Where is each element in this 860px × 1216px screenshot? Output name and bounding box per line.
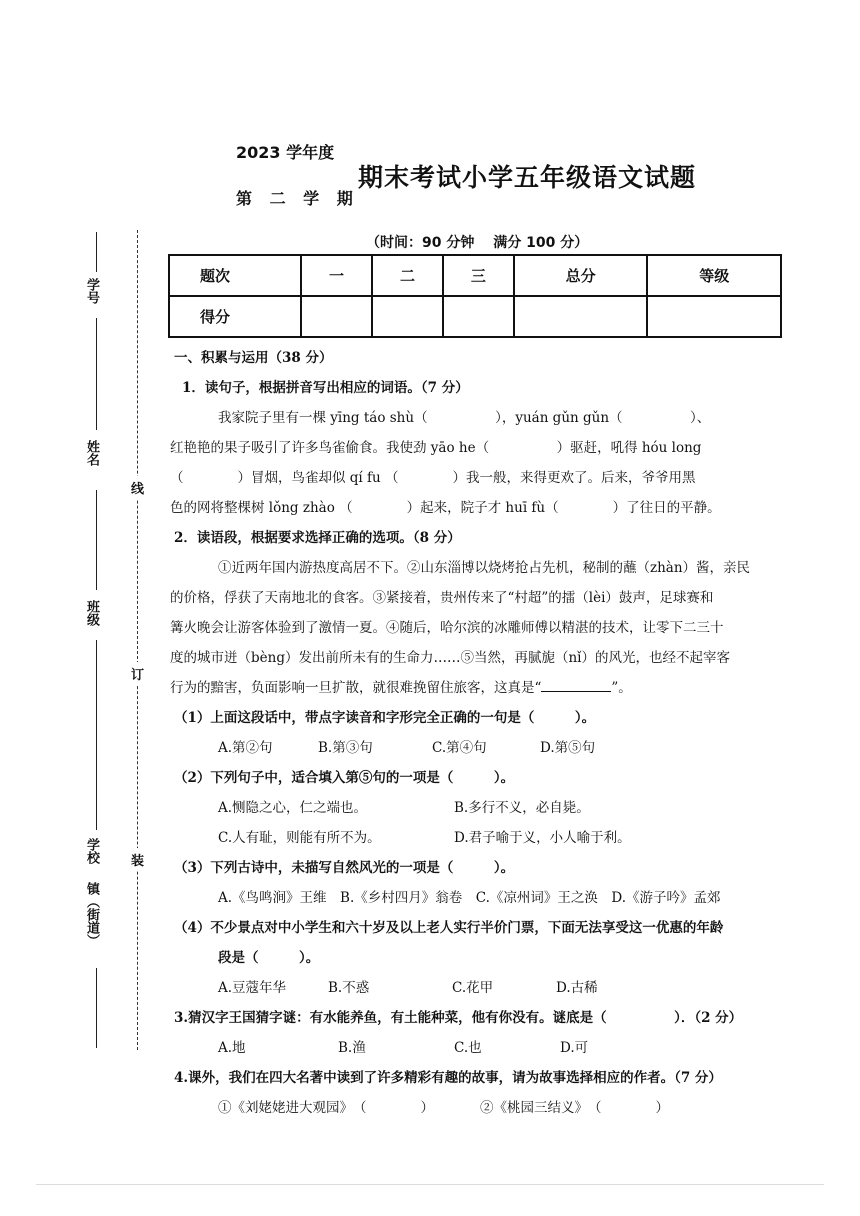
town-label: 镇（街道） xyxy=(84,882,99,947)
score-header-cell: 三 xyxy=(443,255,514,296)
option[interactable]: D.第⑤句 xyxy=(540,740,596,756)
score-header-cell: 等级 xyxy=(647,255,781,296)
score-table xyxy=(168,254,782,338)
passage-line: ①近两年国内游热度高居不下。②山东淄博以烧烤抢占先机，秘制的蘸（zhàn）酱，亲民 xyxy=(218,560,751,576)
student-id-underline xyxy=(96,232,97,272)
answer-blank[interactable] xyxy=(541,679,611,692)
semester: 第 二 学 期 xyxy=(236,189,359,208)
score-table-row xyxy=(169,296,781,337)
exam-time-info: （时间：90 分钟 满分 100 分） xyxy=(366,235,589,251)
page-title: 期末考试小学五年级语文试题 xyxy=(358,163,697,192)
score-table-header-row xyxy=(169,255,781,296)
passage-line: 的价格，俘获了天南地北的食客。③紧接着，贵州传来了“村超”的擂（lèi）鼓声，足球赛和 xyxy=(170,590,714,606)
option[interactable]: C.人有耻，则能有所不为。 xyxy=(218,830,381,846)
sub-question-1: （1）上面这段话中，带点字读音和字形完全正确的一句是（ ）。 xyxy=(174,710,596,726)
score-input-cell[interactable] xyxy=(647,296,781,337)
question-4-stem: 4.课外，我们在四大名著中读到了许多精彩有趣的故事，请为故事选择相应的作者。（7 分） xyxy=(174,1070,722,1086)
school-label: 学校 xyxy=(84,838,99,864)
class-field[interactable] xyxy=(96,490,97,590)
score-input-cell[interactable] xyxy=(372,296,443,337)
option[interactable]: D.古稀 xyxy=(556,980,598,996)
passage-line xyxy=(170,676,632,696)
binding-mark-line: 线 xyxy=(131,476,144,499)
option[interactable]: A.豆蔻年华 xyxy=(218,980,287,996)
passage-line: 度的城市迸（bèng）发出前所未有的生命力……⑤当然，再腻旎（nǐ）的风光，也经不起宰客 xyxy=(170,650,730,666)
score-header-cell: 二 xyxy=(372,255,443,296)
sub-question-2: （2）下列句子中，适合填入第⑤句的一项是（ ）。 xyxy=(174,770,515,786)
school-year: 2023 学年度 xyxy=(236,143,335,162)
question-1-line[interactable]: （ ）冒烟，鸟雀却似 qí fu （ ）我一般，来得更欢了。后来，爷爷用黑 xyxy=(170,470,696,486)
option[interactable]: C.也 xyxy=(454,1040,482,1056)
page-bottom-edge xyxy=(36,1184,824,1185)
question-1-line[interactable]: 红艳艳的果子吸引了许多鸟雀偷食。我使劲 yāo he（ ）驱赶，吼得 hóu long xyxy=(170,440,702,456)
score-header-cell: 题次 xyxy=(169,255,301,296)
option[interactable]: A.第②句 xyxy=(218,740,273,756)
score-header-cell: 总分 xyxy=(514,255,648,296)
question-1-line[interactable]: 色的网将整棵树 lǒng zhào （ ）起来，院子才 huī fù（ ）了往日的平静。 xyxy=(170,500,721,516)
passage-line-end: ”。 xyxy=(611,680,632,696)
student-id-label: 学号 xyxy=(84,278,99,304)
passage-line: 篝火晚会让游客体验到了激情一夏。④随后，哈尔滨的冰雕师傅以精湛的技术，让零下二三十 xyxy=(170,620,724,636)
option[interactable]: D.君子喻于义，小人喻于利。 xyxy=(454,830,631,846)
score-input-cell[interactable] xyxy=(514,296,648,337)
score-input-cell[interactable] xyxy=(443,296,514,337)
class-label: 班级 xyxy=(84,600,99,626)
sub-question-3: （3）下列古诗中，未描写自然风光的一项是（ ）。 xyxy=(174,860,515,876)
question-3-stem: 3.猜汉字王国猜字谜：有水能养鱼，有土能种菜，他有你没有。谜底是（ ）．（2 分） xyxy=(174,1010,743,1026)
option[interactable]: B.不惑 xyxy=(328,980,370,996)
option[interactable]: B.第③句 xyxy=(318,740,373,756)
name-label: 姓名 xyxy=(84,440,99,466)
option[interactable]: A.《鸟鸣涧》王维 B.《乡村四月》翁卷 C.《凉州词》王之涣 D.《游子吟》孟郊 xyxy=(218,890,721,906)
question-1-stem: 1．读句子，根据拼音写出相应的词语。（7 分） xyxy=(182,380,469,396)
question-4-item[interactable]: ②《桃园三结义》 （ ） xyxy=(480,1100,669,1116)
binding-mark-order: 订 xyxy=(131,662,144,685)
score-header-cell: 一 xyxy=(301,255,372,296)
score-row-label: 得分 xyxy=(169,296,301,337)
question-1-line[interactable]: 我家院子里有一棵 yīng táo shù（ ），yuán gǔn gǔn（ ）、 xyxy=(218,410,711,426)
sub-question-4-cont: 段是（ ）。 xyxy=(218,950,320,966)
option[interactable]: B.渔 xyxy=(338,1040,366,1056)
sub-question-4: （4）不少景点对中小学生和六十岁及以上老人实行半价门票，下面无法享受这一优惠的年龄 xyxy=(174,920,724,936)
option[interactable]: D.可 xyxy=(560,1040,589,1056)
binding-mark-bind: 装 xyxy=(131,848,144,871)
option[interactable]: C.花甲 xyxy=(452,980,494,996)
section-title: 一、积累与运用（38 分） xyxy=(174,350,333,366)
score-input-cell[interactable] xyxy=(301,296,372,337)
option[interactable]: A.恻隐之心，仁之端也。 xyxy=(218,800,368,816)
option[interactable]: B.多行不义，必自毙。 xyxy=(454,800,590,816)
question-4-item[interactable]: ①《刘姥姥进大观园》 （ ） xyxy=(218,1100,434,1116)
question-2-stem: 2．读语段，根据要求选择正确的选项。（8 分） xyxy=(174,530,461,546)
option[interactable]: A.地 xyxy=(218,1040,246,1056)
binding-line xyxy=(137,230,138,1050)
option[interactable]: C.第④句 xyxy=(432,740,487,756)
school-field[interactable] xyxy=(96,640,97,830)
name-field[interactable] xyxy=(96,318,97,430)
town-field[interactable] xyxy=(96,968,97,1048)
passage-line-text: 行为的黯害，负面影响一旦扩散，就很难挽留住旅客，这真是“ xyxy=(170,680,542,696)
